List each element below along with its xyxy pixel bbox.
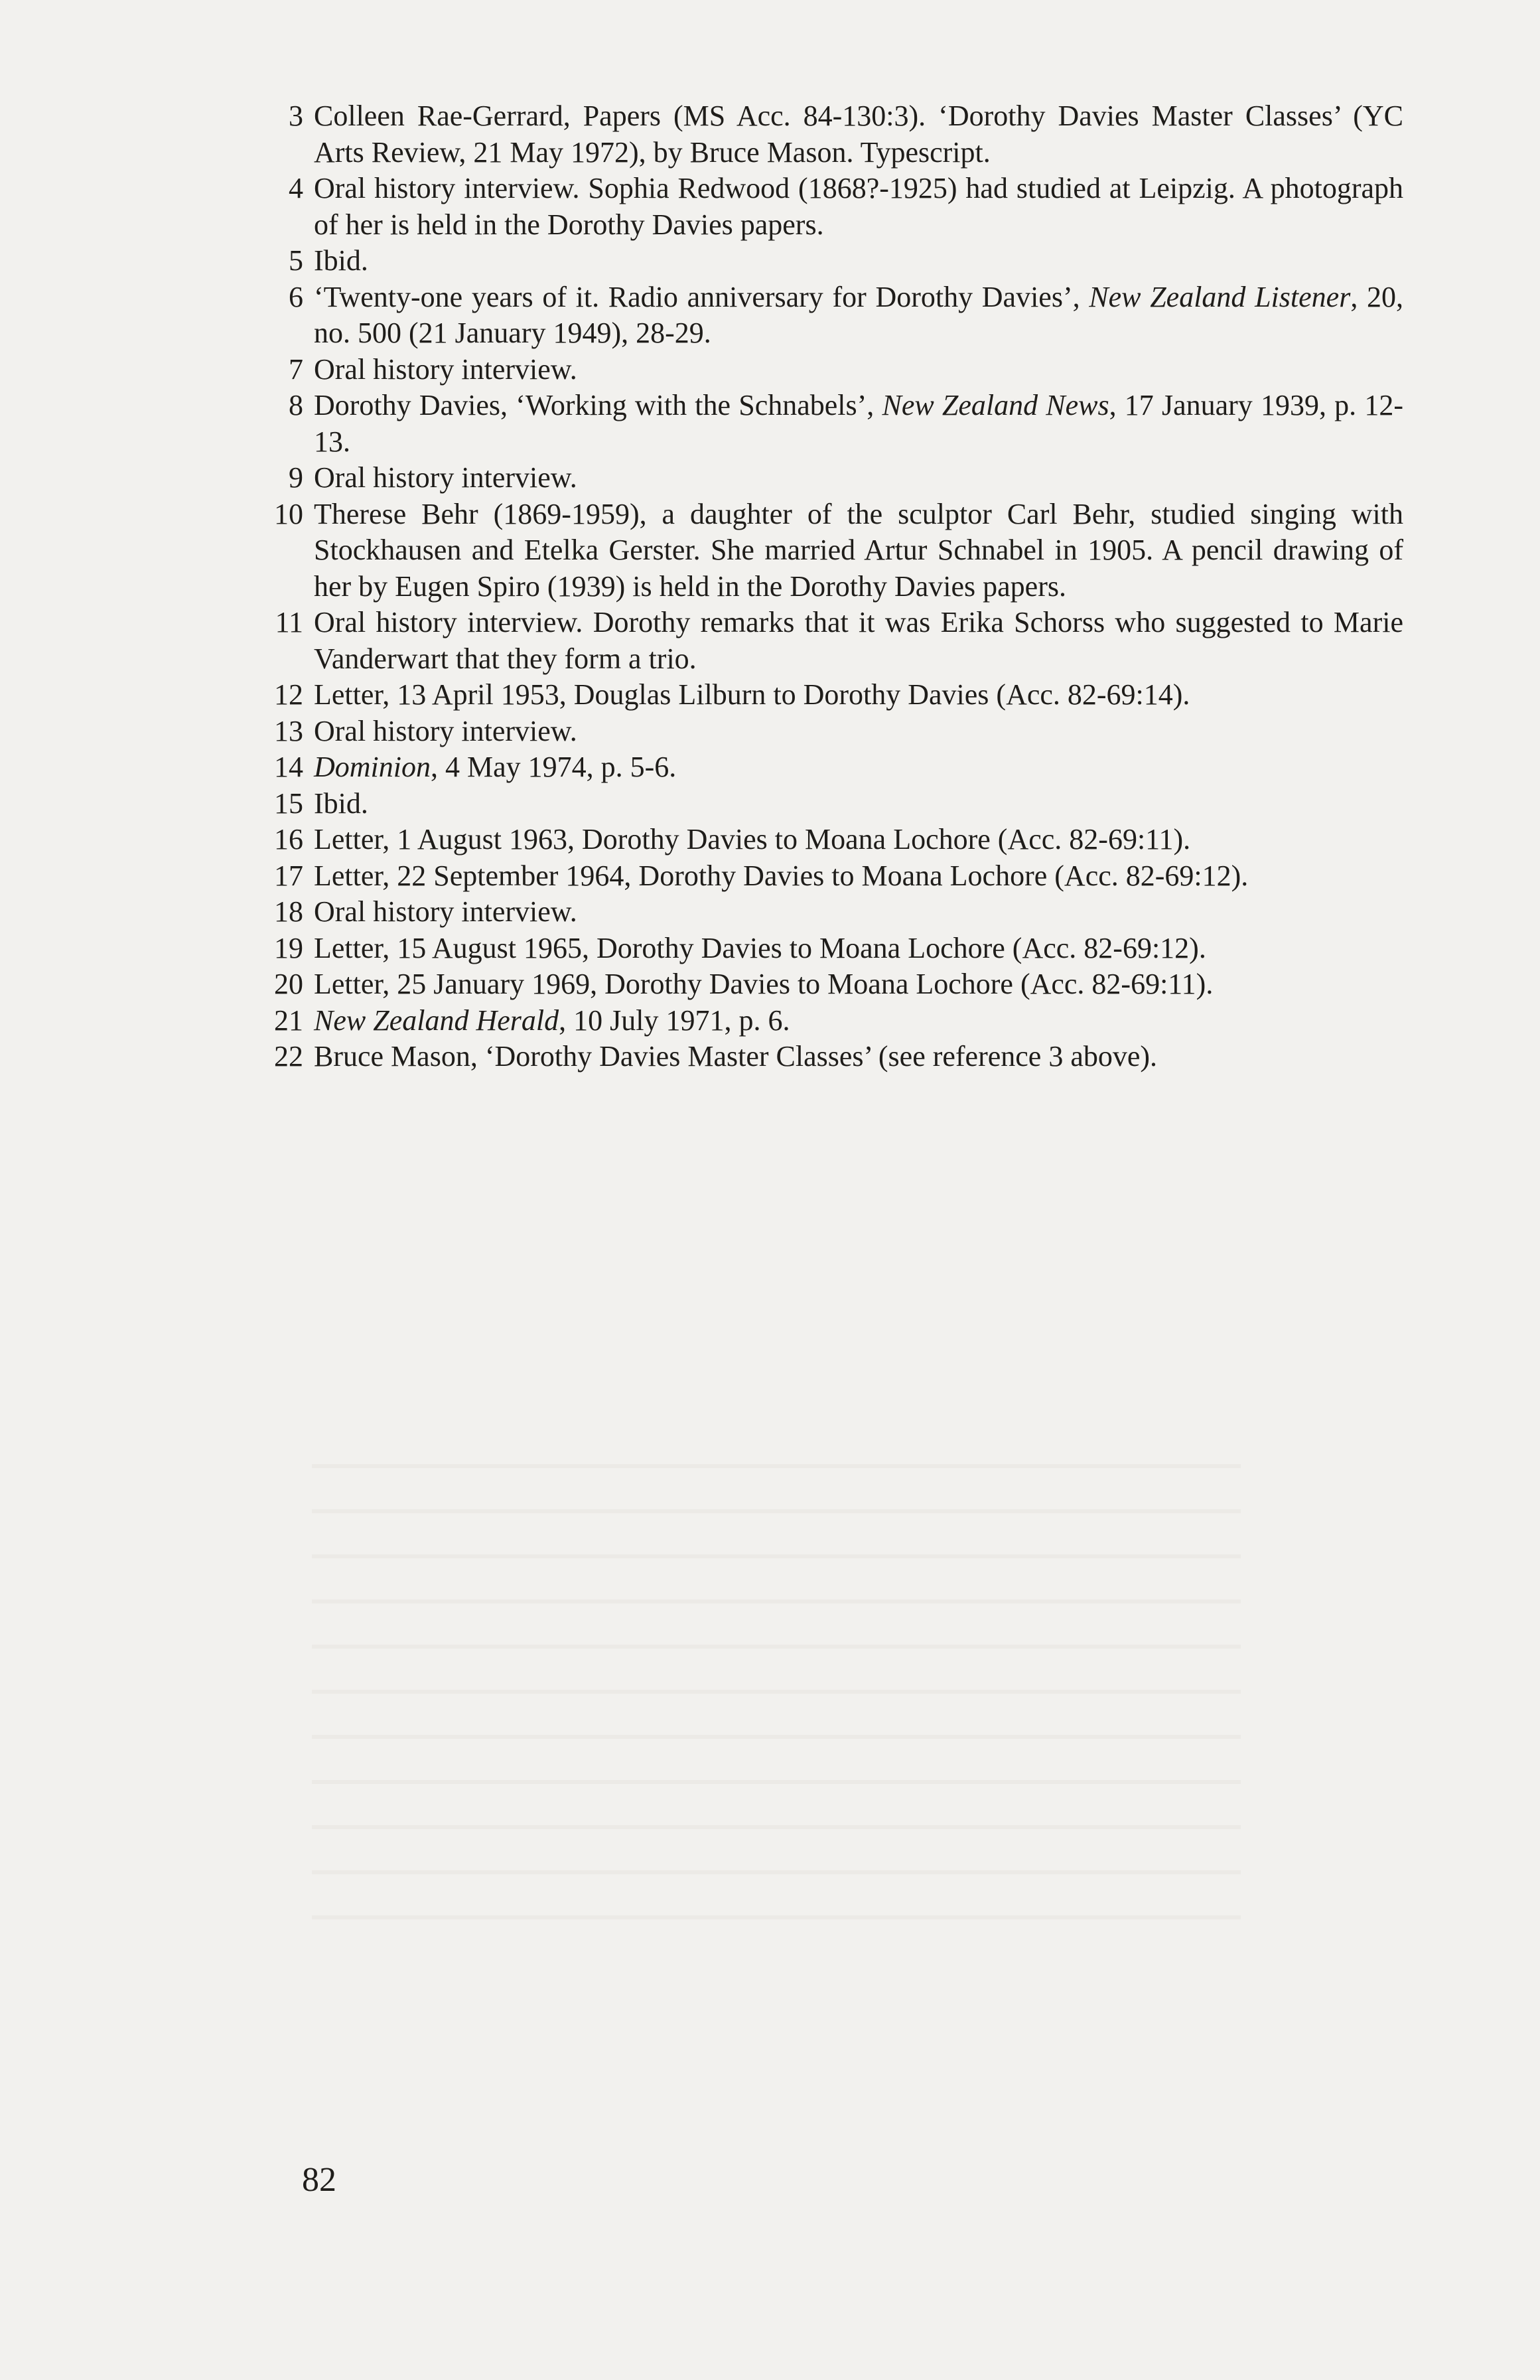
endnote bbox=[262, 605, 1403, 677]
endnote bbox=[262, 279, 1403, 352]
endnote bbox=[262, 1039, 1403, 1075]
endnote bbox=[262, 171, 1403, 243]
endnote-number: 3 bbox=[289, 100, 303, 132]
endnote-text bbox=[314, 823, 1190, 855]
note-segment: Letter, 22 September 1964, Dorothy Davies to Moana Lochore (Acc. 82-69:12). bbox=[314, 859, 1249, 892]
note-segment: Letter, 15 August 1965, Dorothy Davies to Moana Lochore (Acc. 82-69:12). bbox=[314, 931, 1206, 964]
endnote-text bbox=[314, 281, 1403, 350]
endnote bbox=[262, 243, 1403, 279]
italic-title: New Zealand Listener bbox=[1089, 280, 1351, 313]
endnote-text bbox=[314, 751, 676, 783]
endnote-text bbox=[314, 606, 1403, 675]
endnote bbox=[262, 352, 1403, 388]
endnote bbox=[262, 1003, 1403, 1039]
endnote-number: 18 bbox=[274, 895, 303, 928]
endnote bbox=[262, 966, 1403, 1003]
endnote-text bbox=[314, 1040, 1157, 1073]
note-segment: Letter, 13 April 1953, Douglas Lilburn to Dorothy Davies (Acc. 82-69:14). bbox=[314, 678, 1190, 711]
endnote-number: 22 bbox=[274, 1040, 303, 1073]
endnote-text bbox=[314, 244, 368, 277]
note-segment: Ibid. bbox=[314, 244, 368, 277]
endnote-number: 6 bbox=[289, 280, 303, 313]
page-number: 82 bbox=[302, 2161, 336, 2199]
endnote-number: 14 bbox=[274, 751, 303, 783]
note-segment: Letter, 1 August 1963, Dorothy Davies to Moana Lochore (Acc. 82-69:11). bbox=[314, 823, 1191, 855]
endnote-text bbox=[314, 172, 1403, 241]
endnote bbox=[262, 858, 1403, 895]
italic-title: Dominion bbox=[314, 751, 431, 783]
endnote bbox=[262, 713, 1403, 750]
note-segment: , 17 January 1939, p. 12-13. bbox=[314, 389, 1403, 458]
italic-title: New Zealand Herald bbox=[314, 1004, 559, 1037]
note-segment: Colleen Rae-Gerrard, Papers (MS Acc. 84-130:3). ‘Dorothy Davies Master Classes’ (YC Arts Review, 21 May 1972), by Bruce Mason. Typescript. bbox=[314, 100, 1403, 169]
endnote-number: 10 bbox=[274, 497, 303, 530]
endnote bbox=[262, 460, 1403, 496]
endnote-number: 15 bbox=[274, 786, 303, 820]
note-segment: Oral history interview. bbox=[314, 461, 577, 494]
endnote-text bbox=[314, 932, 1206, 964]
endnote bbox=[262, 496, 1403, 605]
note-segment: , 4 May 1974, p. 5-6. bbox=[431, 751, 677, 783]
note-segment: Bruce Mason, ‘Dorothy Davies Master Classes’ (see reference 3 above). bbox=[314, 1040, 1158, 1073]
endnote-number: 19 bbox=[274, 931, 303, 964]
endnote-number: 13 bbox=[274, 714, 303, 747]
endnote bbox=[262, 894, 1403, 930]
note-segment: Letter, 25 January 1969, Dorothy Davies to Moana Lochore (Acc. 82-69:11). bbox=[314, 968, 1214, 1000]
endnote-number: 8 bbox=[289, 389, 303, 421]
endnote-text bbox=[314, 1004, 790, 1037]
endnote-text bbox=[314, 895, 577, 928]
endnote-number: 11 bbox=[275, 606, 303, 638]
note-segment: , 20, no. 500 (21 January 1949), 28-29. bbox=[314, 280, 1403, 349]
endnote-text bbox=[314, 715, 577, 747]
endnote-number: 17 bbox=[274, 859, 303, 892]
endnote-text bbox=[314, 787, 368, 820]
endnote bbox=[262, 822, 1403, 858]
endnote-text bbox=[314, 678, 1190, 711]
endnote-text bbox=[314, 461, 577, 494]
endnote-text bbox=[314, 389, 1403, 458]
endnote bbox=[262, 749, 1403, 786]
note-segment: Dorothy Davies, ‘Working with the Schnabels’, bbox=[314, 389, 882, 421]
endnote bbox=[262, 98, 1403, 171]
endnote-number: 20 bbox=[274, 968, 303, 1000]
endnote-text bbox=[314, 859, 1248, 892]
endnote bbox=[262, 388, 1403, 460]
endnote-number: 12 bbox=[274, 678, 303, 711]
endnotes-list bbox=[262, 98, 1403, 1075]
note-segment: Oral history interview. bbox=[314, 895, 577, 928]
italic-title: New Zealand News bbox=[882, 389, 1109, 421]
endnote-number: 5 bbox=[289, 244, 303, 277]
endnote-number: 7 bbox=[289, 352, 303, 386]
endnote bbox=[262, 786, 1403, 822]
endnote bbox=[262, 677, 1403, 713]
endnote-number: 21 bbox=[274, 1004, 303, 1037]
show-through-texture bbox=[312, 1434, 1241, 1951]
endnote-number: 9 bbox=[289, 461, 303, 494]
note-segment: ‘Twenty-one years of it. Radio anniversary for Dorothy Davies’, bbox=[314, 280, 1089, 313]
note-segment: Oral history interview. Dorothy remarks that it was Erika Schorss who suggested to Marie Vanderwart that they form a trio. bbox=[314, 606, 1403, 675]
note-segment: , 10 July 1971, p. 6. bbox=[559, 1004, 790, 1037]
endnote-text bbox=[314, 100, 1403, 169]
note-segment: Oral history interview. bbox=[314, 352, 577, 386]
endnote bbox=[262, 930, 1403, 967]
note-segment: Ibid. bbox=[314, 786, 368, 820]
endnote-number: 16 bbox=[274, 823, 303, 855]
endnote-number: 4 bbox=[289, 172, 303, 204]
endnote-text bbox=[314, 498, 1403, 603]
note-segment: Oral history interview. Sophia Redwood (1868?-1925) had studied at Leipzig. A photograph of her is held in the Dorothy Davies papers. bbox=[314, 172, 1403, 241]
endnote-text bbox=[314, 353, 577, 386]
note-segment: Oral history interview. bbox=[314, 714, 577, 747]
endnote-text bbox=[314, 968, 1213, 1000]
note-segment: Therese Behr (1869-1959), a daughter of the sculptor Carl Behr, studied singing with Stockhausen and Etelka Gerster. She married Artur Schnabel in 1905. A pencil drawing of her by Eugen Spiro (1939) is held in the Dorothy Davies papers. bbox=[314, 497, 1403, 603]
